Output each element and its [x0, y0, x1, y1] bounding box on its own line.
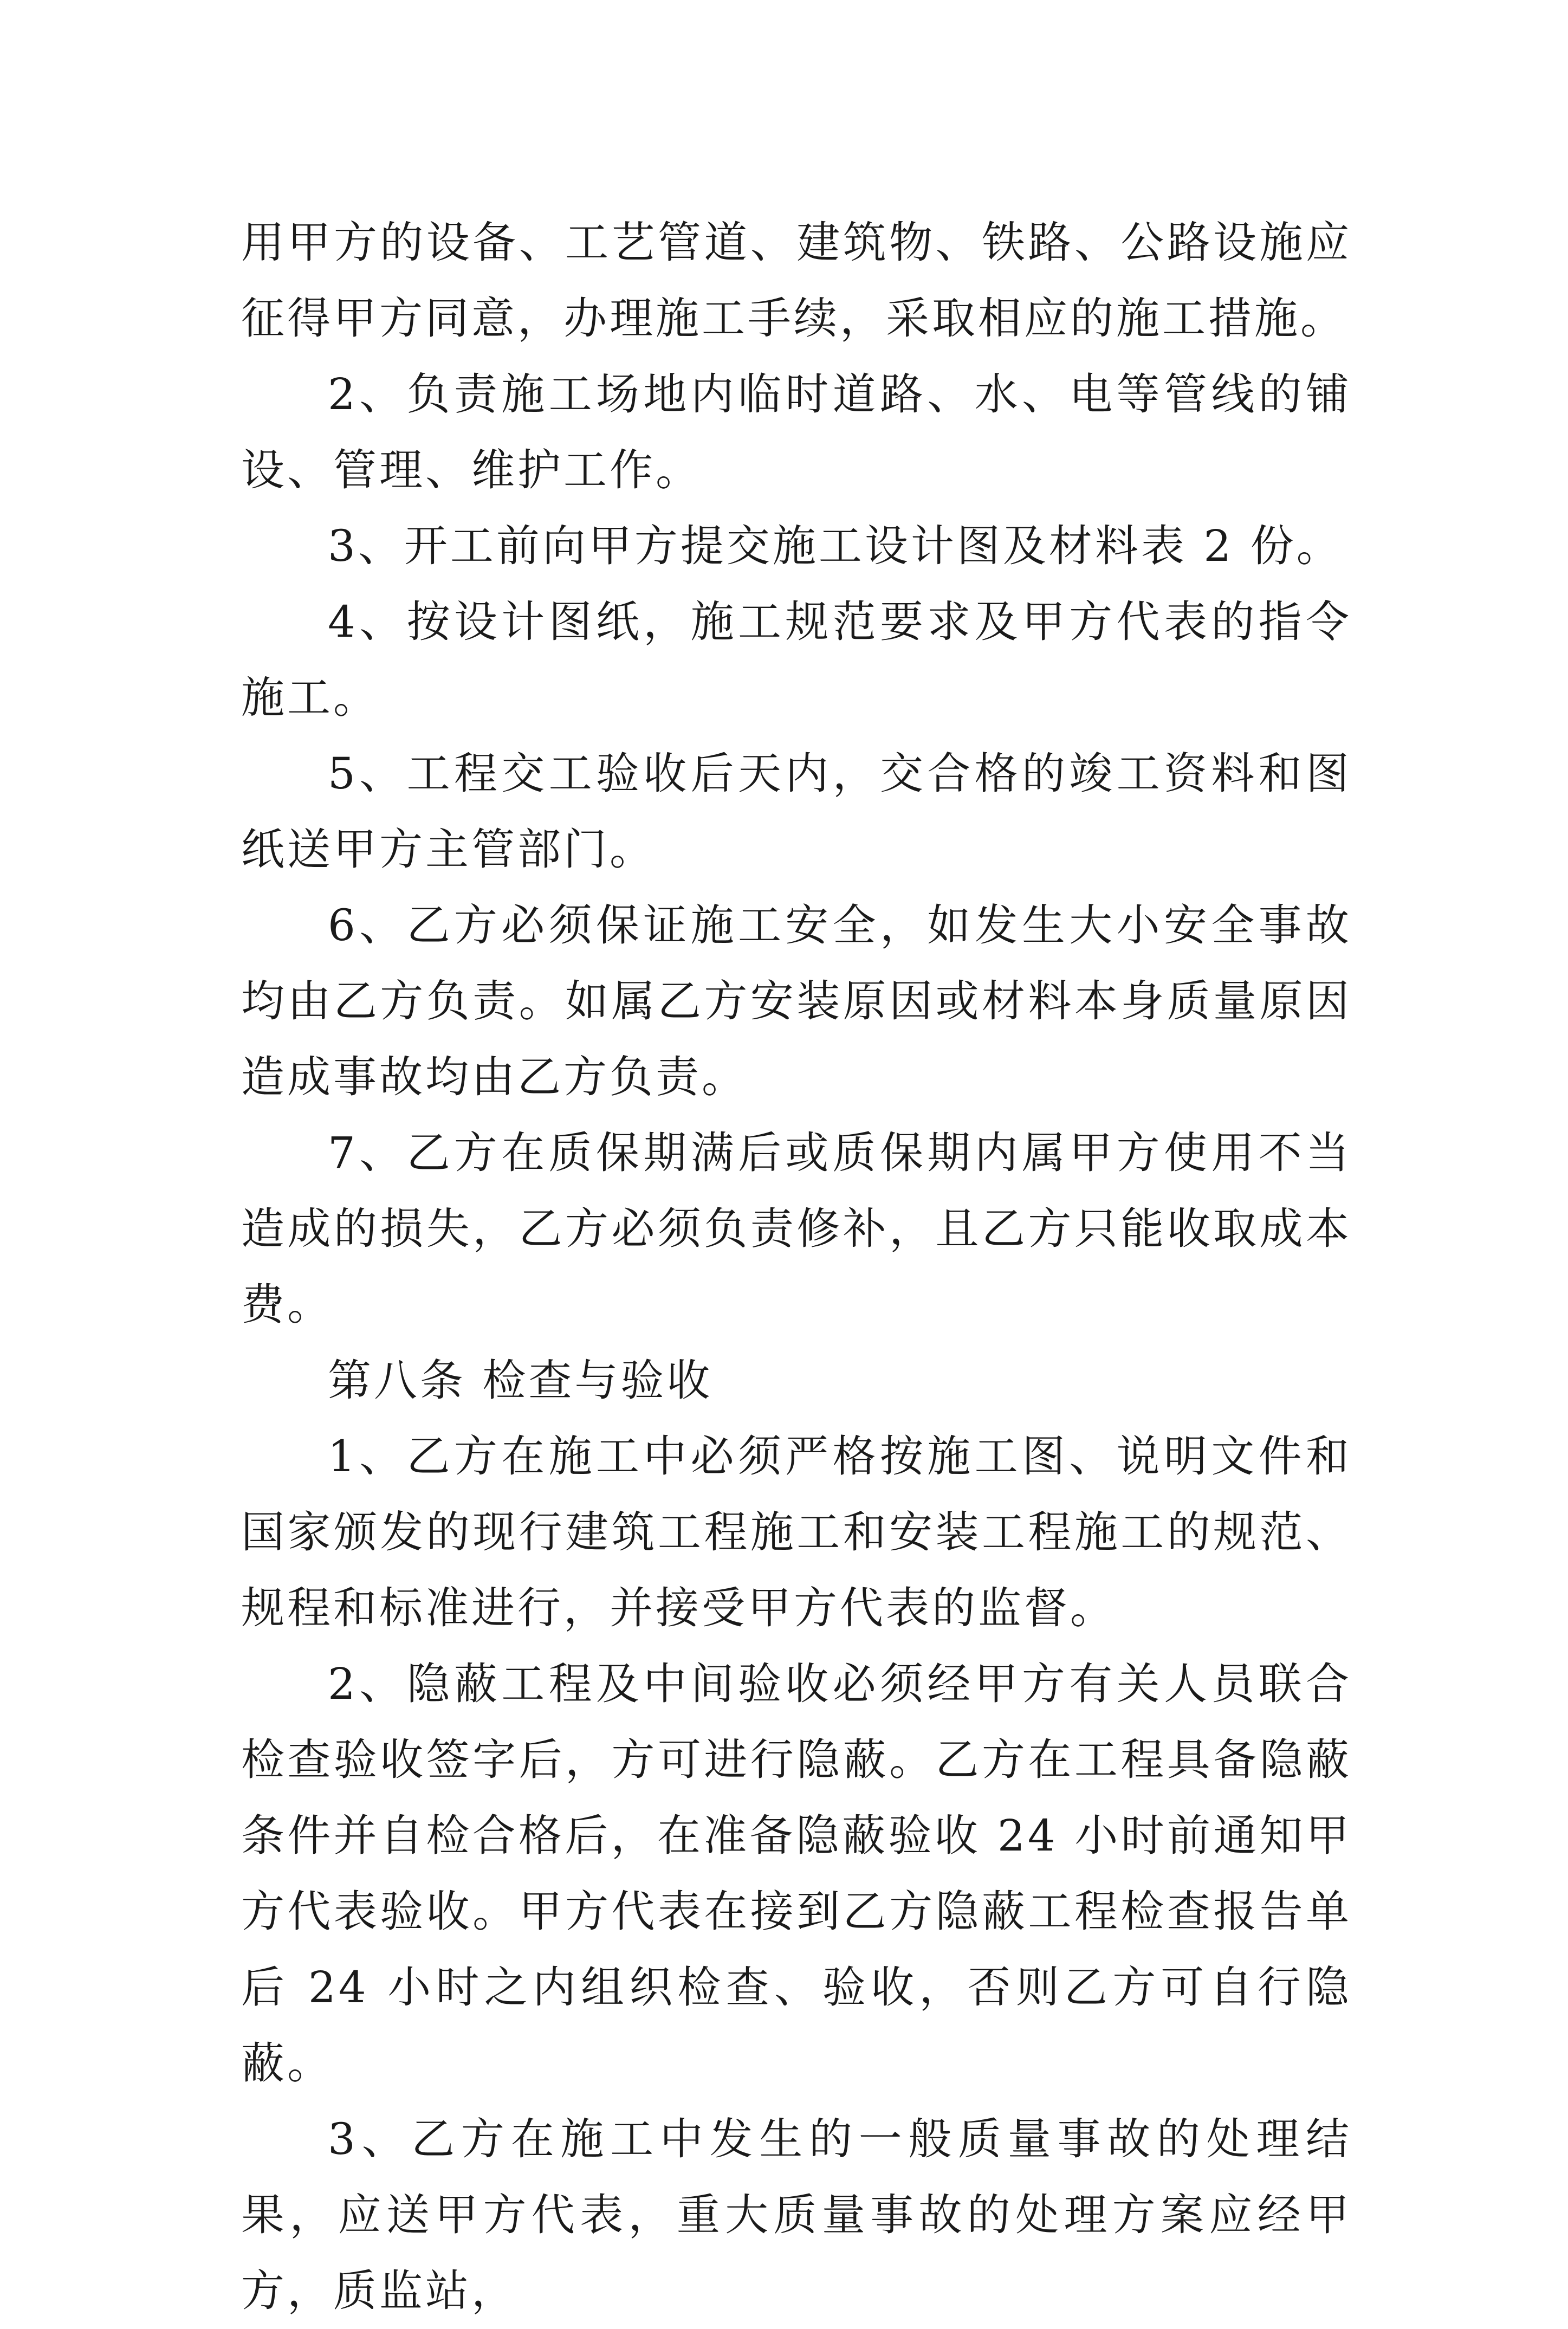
- document-body: [241, 205, 1352, 2329]
- paragraph-item-4: 4、按设计图纸，施工规范要求及甲方代表的指令施工。: [241, 597, 1352, 723]
- section-heading-article-8: 第八条 检查与验收: [328, 1355, 713, 1406]
- paragraph-item-7: 7、乙方在质保期满后或质保期内属甲方使用不当造成的损失，乙方必须负责修补，且乙方只能收取成本费。: [241, 1128, 1352, 1330]
- paragraph-item-5: 5、工程交工验收后天内，交合格的竣工资料和图纸送甲方主管部门。: [241, 748, 1352, 875]
- paragraph-item-3: 3、开工前向甲方提交施工设计图及材料表 2 份。: [328, 521, 1343, 571]
- paragraph-article8-item-2: 2、隐蔽工程及中间验收必须经甲方有关人员联合检查验收签字后，方可进行隐蔽。乙方在工程具备隐蔽条件并自检合格后，在准备隐蔽验收 24 小时前通知甲方代表验收。甲方代表在接到乙方隐蔽工程检查报告单后 24 小时之内组织检查、验收，否则乙方可自行隐蔽。: [241, 1659, 1352, 2088]
- paragraph-article8-item-3: 3、乙方在施工中发生的一般质量事故的处理结果，应送甲方代表，重大质量事故的处理方案应经甲方，质监站，: [241, 2114, 1352, 2316]
- paragraph-item-2: 2、负责施工场地内临时道路、水、电等管线的铺设、管理、维护工作。: [241, 369, 1352, 495]
- paragraph-item-6: 6、乙方必须保证施工安全，如发生大小安全事故均由乙方负责。如属乙方安装原因或材料本身质量原因造成事故均由乙方负责。: [241, 900, 1352, 1102]
- paragraph-article8-item-1: 1、乙方在施工中必须严格按施工图、说明文件和国家颁发的现行建筑工程施工和安装工程施工的规范、规程和标准进行，并接受甲方代表的监督。: [241, 1431, 1352, 1633]
- paragraph-continuation: 用甲方的设备、工艺管道、建筑物、铁路、公路设施应征得甲方同意，办理施工手续，采取相应的施工措施。: [241, 217, 1352, 344]
